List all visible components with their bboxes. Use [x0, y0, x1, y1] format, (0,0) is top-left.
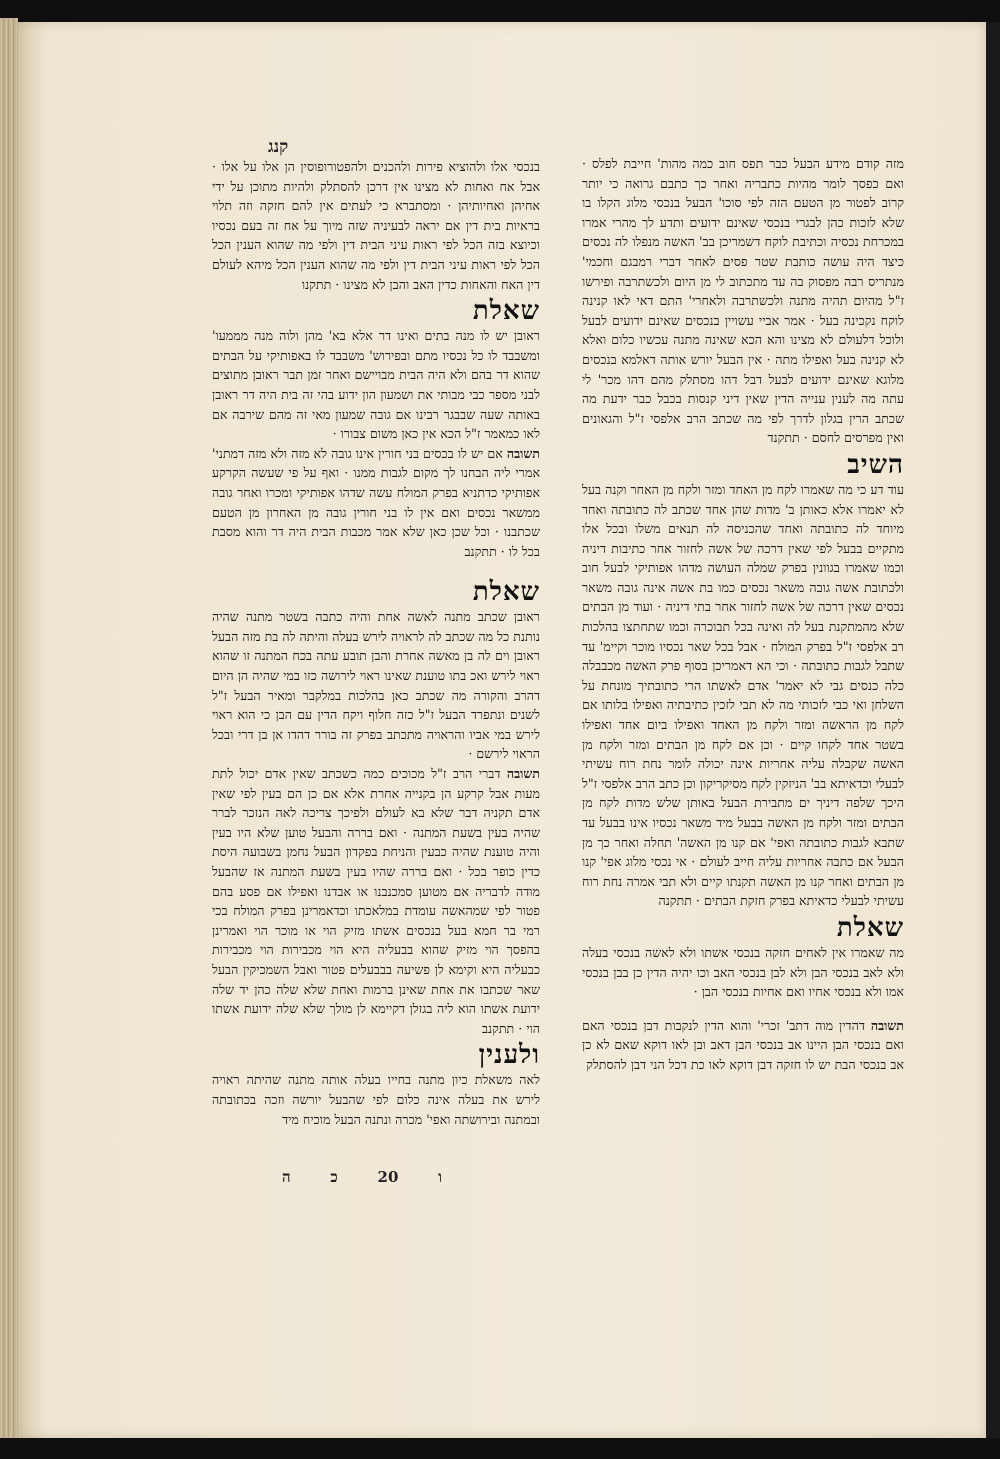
left-paragraph-1: בנכסי אלו ולהוציא פירות ולהכנים ולהפטורופוסין הן אלו על אלו · אבל אח ואחות לא מצינו אין דרכן להסתלק ולהיות מתוכן על ידי אחיהן ואחיותיהן · ומסתברא כי לעתים אין להם חזקה וזה תלוי בראיות בית דין אם יראה לבעיניה שזה מיוך על אח זה בעם נכסיו וכיוצא בזה הכל לפי ראות עיני הבית דין ולפי מה שהוא הענין הכל הכל לפי ראות עיני הבית דין ולפי מה שהוא הענין הכל מיהא לעולם דין האח והאחות כדין האב והבן לא מצינו · תתקנו — [212, 159, 540, 292]
signature-char-1: ה — [282, 1168, 291, 1186]
left-heading-row-2 — [212, 577, 540, 607]
spacer — [212, 561, 540, 575]
left-label-teshuvah-2: תשובה — [506, 766, 540, 782]
right-heading-teshuvah: השיב — [847, 449, 904, 480]
left-heading-sheelat-1: שאלת — [472, 296, 540, 327]
left-heading-sheelat-2: שאלת — [472, 577, 540, 608]
signature-char-2: כ — [330, 1168, 338, 1186]
left-paragraph-6: לאה משאלת כיון מתנה בחייו בעלה אותה מתנה שהיתה ראויה לירש את בעלה אינה כלום לפי שהבעל יורשה וזכה בכתובתה ובמתנה ובירושתה ואפי' מכרה ונתנה הבעל מוכיח מיד — [212, 1072, 540, 1127]
folio-number: קנג — [268, 137, 289, 157]
right-paragraph-2: עוד דע כי מה שאמרו לקח מן האחד ומזר ולקח מן האחר וקנה בעל לא יאמרו אלא כאותן ב' מדות שהן אחד שכתב לה כתובתה ואחד מיוחד לה כתובתה ואחד שהכניסה לה תנאים משלו ובכל אלו מתקיים בבעל לפי שאין דרכה של אשה לחזור אחר כתיבות דיניה וכמו שאמרו בגוונין בפרק שמלה העושה מדהו אפותיקי לבעל חוב ולכתובת אשה גובה משאר נכסים כמו בת אשה אינה גובה משאר נכסים שאין דרכה של אשה לחזור אחר בתי דיניה · ועוד מן הבתים שלא מהמתקנת בעל לה ואינה בכל תבוכרה וכמו שתחתצו בהלכות רב אלפסי ז"ל בפרק המולח · אבל בכל שאר נכסיו מוכר וקיימ' עד שתבל לגבות כתובתה · וכי הא דאמריכן בסוף פרק האשה מכבבלה כלה כנסים גבי לא יאמר' אדם לאשתו הרי כתובתיך מונחת על השלחן ואי כבי לזכותי מה לא תבי לזכין כתיבתיה ואפילו בלותו אם לקח מן הראשה ומזר ולקח מן האחד ואפילו ביום אחד ואפילו בשטר אחד לקחו קיים · וכן אם לקח מן הבתים ומזר ולקח מן האשה שקבלה עליה אחריות אינה יכולה לומר נחת רוח עשיתי לבעלי וכדאיתא בב' הניזקין לקח מסיקריקון וכן כתב הרב אלפסי ז"ל היכך שלפה דיניך ים מתבירת הבעל באותן שלש מדות לקח מן הבתים ומזר ולקח מן האשה בבעל מיד משאר נכסיו אינו בבעל עד שתבא לגבות כתובתה ואפי' אם קנו מן האשה' תחלה ואחר כך מן הבעל אם כתבה אחריות עליה חייב לעולם · אי נכסי מלוג אפי' קנו מן הבתים ואחר קנו מן האשה תקנתו קיים ולא תבי אמרה נחת רוח עשיתי לבעלי כדאיתא בפרק חזקת הבתים · תתקנה — [582, 481, 904, 909]
left-heading-ulinyan: ולענין — [478, 1040, 540, 1071]
left-paragraph-2: ראובן יש לו מנה בתים ואינו דר אלא בא' מהן ולוה מנה מממעו' ומשבבד לו כל נכסיו מתם ובפירוש' משבבד לו באפותיקי על הבתים שהוא דר בהם ולא היה הבית מבויישם ואחר זמן תבר ראובן מתוצים לבני מספר כבי מבותי את ושמעון הון ידוע בהי זה בית היה דר ראובן באותה שעה שבבגר רבינו אם גובה שמעון מאי זה מהם שירבה אם לאו כמאמר ז"ל הכא אין כאן משום צבורו · — [212, 328, 540, 442]
left-heading-row-3 — [212, 1040, 540, 1070]
right-paragraph-3: מה שאמרו אין לאחים חזקה בנכסי אשתו ולא לאשה בנכסי בעלה ולא לאב בנכסי הבן ולא לבן בנכסי האב וכו יהיה הדין כן בבן בנכסי אמו ולא בנכסי אחיו ואם אחיות בנכסי הבן · — [582, 944, 904, 1000]
right-paragraph-1: מזה קודם מידע הבעל כבר תפס חוב כמה מהות' חייבת לפלס · ואם כפסך לומר מהיות כתבריה ואחר כך כתבם גרואה כי יותר קרוב לפטור מן הטעם הזה לפי סוכו' הבעל בנכסי מלוג הקלו בו שלא לזכות כהן לבגרי בנכסי שאינם ידועים ותדע לך מהרי אמרו במכרחת נכסיה וכתיבת לוקח דשמריכן בב' האשה מנפלו לה נכסים כיצד היה עושה כותבת שטר פסים לאחר דברי רמבגם וחכמי' מנתריס רבה מפסוק בה עד מתכתוב לי מן היום ולכשתרבה ופירשו ז"ל מהיום תהיה מתנה ולכשתרבה ולאחרי' התם דאי לאו קנינה לוקח נקכינה בעל · אמר אביי עשויין בנכסים שאינם ידועים לבעל ולוכל דלעולם לא מצינו והא הכא שאינה מתנה עכשיו כלום ואלא לא קנינה בעל ואפילו מתה · אין הבעל יורש אותה דאלמא בנכסים מלוגא שאינם ידועים לבעל דבל דהו מסתלק מהם דהו מכר' לי עתה מה לענין ענייה הדין שאין דיני קנסות בכבל כבר ידעת מה שכתב הרין בגלון לדרך לפי מה שכתב הרב אלפסי ז"ל והגאונים ואין מפרסים לחסם · תתקנד — [582, 156, 904, 446]
right-text-column — [582, 154, 904, 1075]
signature-char-4: ו — [438, 1168, 442, 1186]
signature-mark — [282, 1168, 442, 1187]
right-paragraph-4 — [582, 1016, 904, 1075]
signature-char-3: 20 — [377, 1168, 399, 1186]
left-paragraph-4: ראובן שכתב מתנה לאשה אחת והיה כתבה בשטר מתנה שהיה נותנת כל מה שכתב לה לראויה לירש בעלה והיתה לה בת מזה הבעל ראובן וים לה בן מאשה אחרת והבן תובע עתה בכח המתנה זו שהוא ראוי לירש ואכ בתו טוענת שאינו ראוי לירושה כזו במי שהיה הן היום דהרב והקורה מה שכתב כאן בהלכות במלקבר ומאיר הבעל ז"ל לשנים ונתפרד הבעל ז"ל כזה חלוף ויקח הדין עם הבן כי הוא ראוי לירש במי אביו והראויה מתכתב בפרק זה בורר דהדו אן בן דרי ובכל הראוי לירשם · — [212, 609, 540, 762]
left-heading-row-1 — [212, 296, 540, 326]
page-right-edge — [986, 22, 1000, 1438]
right-heading-row-2 — [582, 913, 904, 943]
left-paragraph-5 — [212, 764, 540, 1038]
book-gutter-edge — [0, 18, 18, 1438]
right-heading-row-1 — [582, 450, 904, 480]
left-text-column — [212, 157, 540, 1129]
spacer — [582, 1002, 904, 1016]
left-label-teshuvah-1: תשובה — [506, 445, 540, 461]
left-paragraph-3 — [212, 444, 540, 562]
right-label-teshuvah: תשובה — [870, 1017, 904, 1033]
right-heading-sheelat: שאלת — [836, 912, 904, 943]
right-paragraph-4-text: דהדין מוה דתב' זכרי' והוא הדין לנקבות דבן בנכסי האם ואם בנכסי הבן היינו אב בנכסי הבן דאב ובן לאו דוקא שאם לא כן אב בנכסי הבת יש לו חזקה דבן דוקא לאו כת דכל הני דבן להסתלק — [582, 1017, 904, 1072]
left-paragraph-3-text: אם יש לו בכסים בני חורין אינו גובה לא מזה ולא מזה דמתני' אמרי ליה הבחנו לך מקום לגבות ממנו · ואף על פי שעשה הקרקע אפותיקי כדתניא בפרק המולח עשה שדהו אפותיקי ומכרו ואחר גובה ממשאר נכסים ואם אין לו בני חורין גובה מן האחרון מן הטעם שכתבנו · וכל שכן כאן שלא אמר מכבות הבית היה דר והוא מסבת בכל לו · תתקנב — [212, 445, 540, 559]
left-paragraph-5-text: דברי הרב ז"ל מכוכים כמה כשכתב שאין אדם יכול לתת מעות אבל קרקע הן בקנייה אחרת אלא אם כן הם בעין לפי שאין אדם תקניה דבר שלא בא לעולם ולפיכך צריכה לאה הנזכר לברר שהיה בעין בשעת המתנה · ואם בררה והבעל טוען שלא היו בעין והיה טוענת שהיה כבעין והניחת בפקדון הבעל נחמן בשבועה היסת כדין כופר בכל · ואם בררה שהיו בעין בשעת המתנה אז שהבעל מודה לדבריה אם מטוען סמכנבנו או אבדנו ואפילו אם פסע בהם פטור לפי שמהאשה עומדת במלאכתו וכדאמרינן בפרק המולח בכי רמי בר חמא בעל בנכסים אשתו מזיק הוי או מוכר הוי ואמרינן בהפסך הוי מזיק שהוא בבעליה היא הוי מכבירות הוי מכבירות כבעליה היא וקימא לן פשיעה בבבעלים פטור ואבל השמכיקין הבעל שאר שכתבו את אחת שאינן ברמות ואחת שלא שלה כהן יד שלה ידועת אשתו הוא ליה בגזלן דקיימא לן מולך שלא שלה ידועת אשתו הוי · תתקנב — [212, 766, 540, 1036]
